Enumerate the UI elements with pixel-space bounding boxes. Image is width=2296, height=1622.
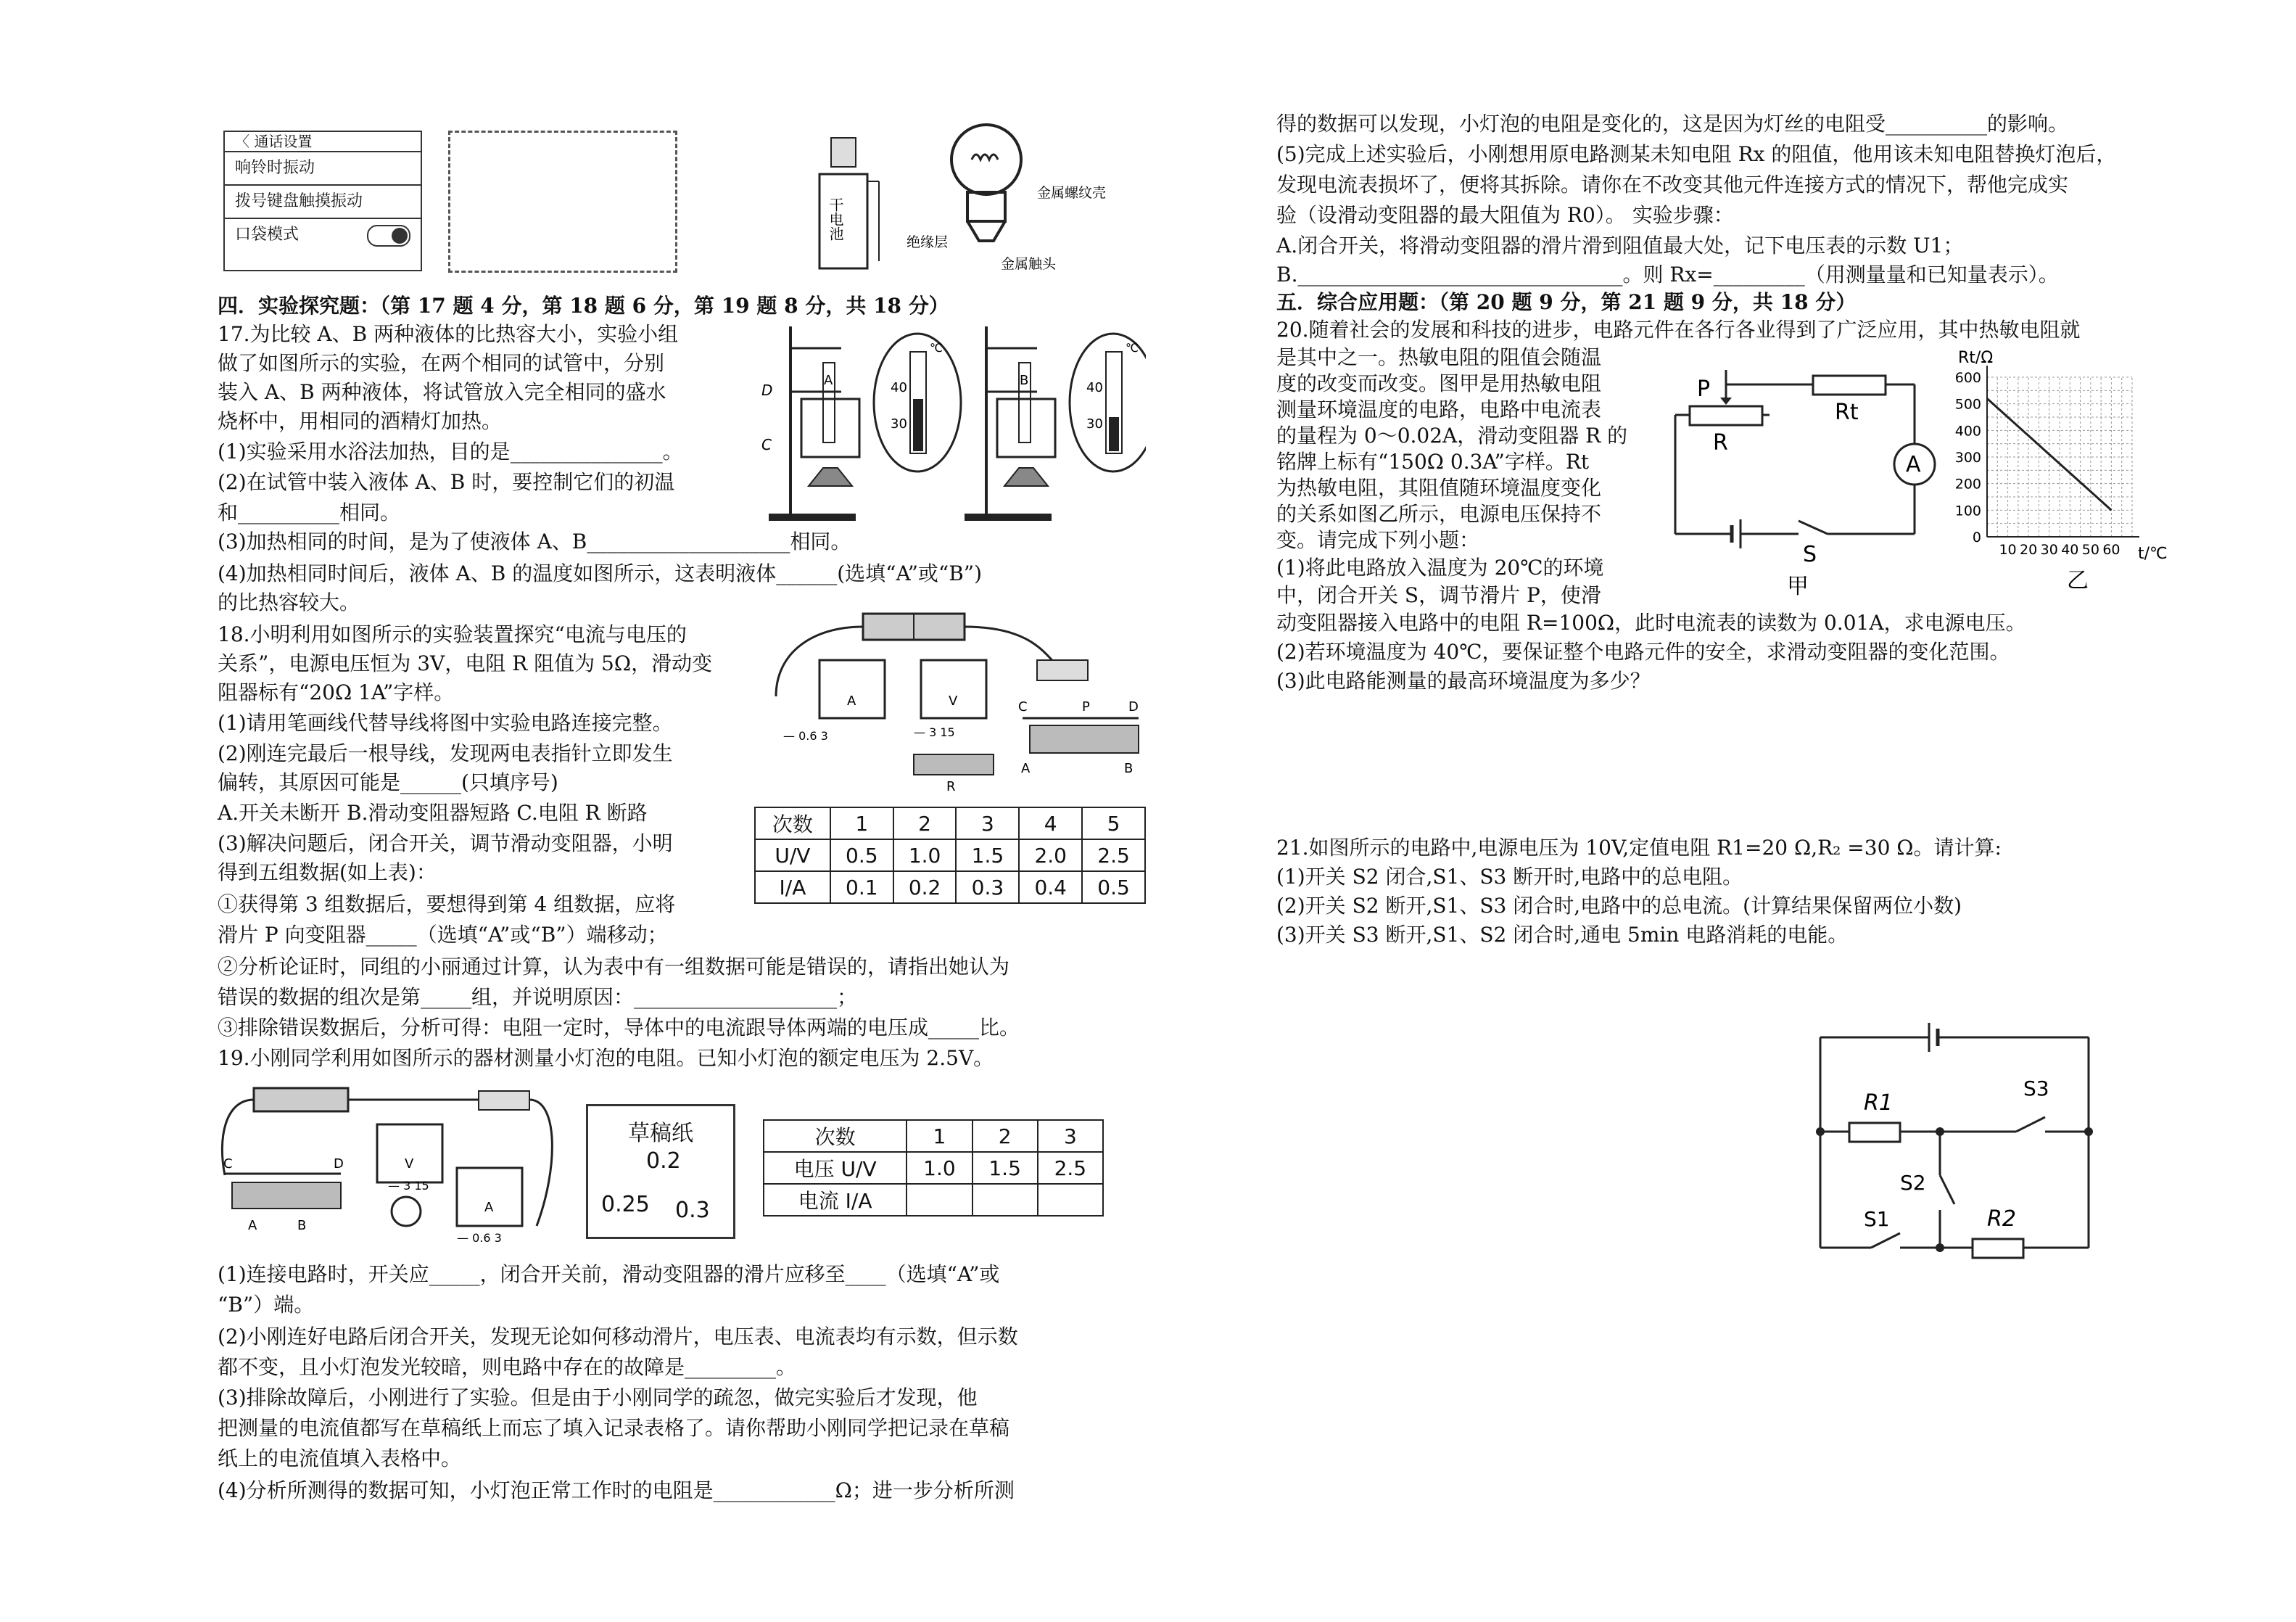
- table-header-row: [764, 1120, 1103, 1152]
- table-cell: 次数: [755, 807, 830, 839]
- draft-paper: [586, 1104, 735, 1239]
- chart-ylabel: Rt/Ω: [1958, 349, 1994, 367]
- q17-line: (4)加热相同时间后，液体 A、B 的温度如图所示，这表明液体______(选填“A”或“B”): [218, 561, 983, 585]
- svg-text:D: D: [334, 1156, 344, 1172]
- svg-text:30: 30: [1086, 416, 1103, 432]
- r1-resistor-icon: [1849, 1123, 1900, 1142]
- draft-value: 0.3: [675, 1198, 710, 1223]
- table-cell: 0.5: [1082, 871, 1145, 903]
- q18-line: 偏转，其原因可能是______(只填序号): [218, 770, 558, 794]
- table-cell: 3: [956, 807, 1019, 839]
- svg-text:S1: S1: [1864, 1207, 1890, 1231]
- q18-line: 得到五组数据(如上表)：: [218, 860, 437, 884]
- svg-text:C: C: [761, 436, 772, 453]
- chart-subfig-label: 乙: [2067, 568, 2089, 593]
- q19-continued-line: 得的数据可以发现，小灯泡的电阻是变化的，这是因为灯丝的电阻受__________的影响。: [1276, 112, 2069, 136]
- svg-text:30: 30: [891, 416, 907, 432]
- rt-series-line: [1987, 398, 2111, 510]
- table-cell: 2: [973, 1120, 1038, 1152]
- svg-text:C: C: [223, 1156, 233, 1172]
- s3-switch-icon: [2016, 1117, 2045, 1132]
- draft-title: 草稿纸: [628, 1121, 693, 1146]
- table-row: [764, 1184, 1103, 1216]
- y-tick-label: 500: [1954, 396, 1981, 413]
- q19-continued-line: (5)完成上述实验后，小刚想用原电路测某未知电阻 Rx 的阻值，他用该未知电阻替换灯泡后，: [1276, 142, 2117, 166]
- q20-line: 铭牌上标有“150Ω 0.3A”字样。Rt: [1276, 450, 1590, 474]
- q18-line: A.开关未断开 B.滑动变阻器短路 C.电阻 R 断路: [218, 801, 648, 825]
- x-tick-label: 40: [2061, 542, 2079, 558]
- svg-text:C: C: [1018, 699, 1028, 715]
- svg-text:A: A: [248, 1218, 257, 1233]
- svg-text:绝缘层: 绝缘层: [907, 234, 949, 250]
- svg-text:A: A: [847, 693, 856, 709]
- table-cell: 1.0: [907, 1152, 972, 1184]
- q21-line: (1)开关 S2 闭合,S1、S3 断开时,电路中的总电阻。: [1276, 865, 1743, 889]
- table-cell: [973, 1184, 1038, 1216]
- switch-icon: [1799, 521, 1828, 534]
- svg-text:℃: ℃: [1126, 341, 1139, 355]
- table-cell: 1.0: [893, 839, 957, 871]
- x-tick-label: 20: [2020, 542, 2038, 558]
- small-bulb-icon: [831, 138, 856, 167]
- svg-text:R: R: [946, 779, 956, 791]
- x-tick-label: 30: [2040, 542, 2058, 558]
- q19-continued-line: A.闭合开关，将滑动变阻器的滑片滑到阻值最大处，记下电压表的示数 U1；: [1276, 234, 1964, 258]
- ammeter-icon: [457, 1168, 522, 1226]
- call-settings-menu: [223, 131, 422, 271]
- menu-item-keypad-vibrate: 拨号键盘触摸振动: [225, 186, 421, 219]
- voltmeter-icon: [921, 660, 986, 718]
- q17-line: 烧杯中，用相同的酒精灯加热。: [218, 409, 503, 433]
- q19-continued-line: B.________________________________。则 Rx=_________（用测量量和已知量表示）。: [1276, 263, 2059, 287]
- y-tick-label: 300: [1954, 450, 1981, 466]
- q20-line: 变。请完成下列小题：: [1276, 528, 1480, 552]
- svg-text:B: B: [297, 1218, 307, 1233]
- svg-text:V: V: [405, 1156, 414, 1172]
- x-tick-label: 60: [2102, 542, 2121, 558]
- q19-line: (2)小刚连好电路后闭合开关，发现无论如何移动滑片，电压表、电流表均有示数，但示数: [218, 1325, 1018, 1349]
- q17-line: 做了如图所示的实验，在两个相同的试管中，分别: [218, 351, 665, 375]
- table-cell: 0.5: [830, 839, 893, 871]
- rt-resistor-icon: [1813, 376, 1886, 395]
- q19-line: 都不变，且小灯泡发光较暗，则电路中存在的故障是_________。: [218, 1355, 797, 1379]
- table-cell: 1: [907, 1120, 972, 1152]
- r2-resistor-icon: [1973, 1239, 2023, 1258]
- svg-text:— 0.6 3: — 0.6 3: [457, 1231, 502, 1245]
- rheostat-icon: [232, 1182, 341, 1209]
- q19-line: (3)排除故障后，小刚进行了实验。但是由于小刚同学的疏忽，做完实验后才发现，他: [218, 1386, 978, 1409]
- chart-xlabel: t/℃: [2138, 545, 2168, 563]
- q18-line: 关系”，电源电压恒为 3V，电阻 R 阻值为 5Ω，滑动变: [218, 651, 713, 675]
- svg-text:A: A: [1021, 761, 1031, 776]
- table-cell: 4: [1019, 807, 1082, 839]
- rheostat-icon: [1690, 406, 1762, 425]
- q17-line: 和__________相同。: [218, 501, 401, 524]
- q21-line: (2)开关 S2 断开,S1、S3 闭合时,电路中的总电流。(计算结果保留两位小数): [1276, 894, 1962, 918]
- table-cell: 2: [893, 807, 957, 839]
- svg-text:— 3 15: — 3 15: [914, 725, 955, 739]
- q18-line: (2)刚连完最后一根导线，发现两电表指针立即发生: [218, 741, 673, 765]
- q21-circuit-figure: [1806, 1008, 2110, 1262]
- q19-line: (1)连接电路时，开关应_____，闭合开关前，滑动变阻器的滑片应移至____（选填“A”或: [218, 1262, 1000, 1286]
- q20-line: 中，闭合开关 S，调节滑片 P，使滑: [1276, 583, 1601, 607]
- rheostat-icon: [1030, 725, 1139, 753]
- table-row: [755, 839, 1145, 871]
- table-cell: 0.2: [893, 871, 957, 903]
- q20-circuit-jia: [1668, 363, 1944, 602]
- bulb-icon: [951, 125, 1021, 194]
- q19-intro-line: 19.小刚同学利用如图所示的器材测量小灯泡的电阻。已知小灯泡的额定电压为 2.5V。: [218, 1046, 994, 1070]
- q19-continued-line: 发现电流表损坏了，便将其拆除。请你在不改变其他元件连接方式的情况下，帮他完成实: [1276, 173, 2069, 197]
- svg-text:金属螺纹壳: 金属螺纹壳: [1037, 185, 1107, 201]
- q19-line: 把测量的电流值都写在草稿纸上而忘了填入记录表格了。请你帮助小刚同学把记录在草稿: [218, 1416, 1010, 1440]
- table-cell: 5: [1082, 807, 1145, 839]
- q20-line: 的关系如图乙所示，电源电压保持不: [1276, 502, 1602, 526]
- menu-item-ring-vibrate: 响铃时振动: [225, 152, 421, 186]
- q18-line: (1)请用笔画线代替导线将图中实验电路连接完整。: [218, 711, 673, 735]
- svg-text:℃: ℃: [930, 341, 943, 355]
- table-cell: [907, 1184, 972, 1216]
- toggle-icon: [367, 225, 410, 247]
- ammeter-icon: [819, 660, 885, 718]
- bulb-battery-figure: [798, 116, 1117, 283]
- menu-item-pocket-mode: [225, 219, 421, 251]
- table-cell: 1.5: [956, 839, 1019, 871]
- q20-line: 动变阻器接入电路中的电阻 R=100Ω，此时电流表的读数为 0.01A，求电源电压。: [1276, 611, 2026, 635]
- q21-line: 21.如图所示的电路中,电源电压为 10V,定值电阻 R1=20 Ω,R₂ =30 Ω。请计算:: [1276, 836, 2002, 860]
- q17-line: (2)在试管中装入液体 A、B 时，要控制它们的初温: [218, 470, 675, 494]
- q20-line: 度的改变而改变。图甲是用热敏电阻: [1276, 371, 1602, 395]
- q17-line: 17.为比较 A、B 两种液体的比热容大小，实验小组: [218, 322, 679, 346]
- pocket-mode-label: 口袋模式: [235, 226, 300, 244]
- switch-icon: [479, 1091, 529, 1110]
- table-cell: 电流 I/A: [764, 1184, 907, 1216]
- table-cell: 2.5: [1082, 839, 1145, 871]
- q21-line: (3)开关 S3 断开,S1、S2 闭合时,通电 5min 电路消耗的电能。: [1276, 923, 1849, 947]
- battery-icon: [254, 1088, 348, 1111]
- q19-line: 纸上的电流值填入表格中。: [218, 1446, 462, 1470]
- q18-line: ②分析论证时，同组的小丽通过计算，认为表中有一组数据可能是错误的，请指出她认为: [218, 955, 1010, 979]
- table-header-row: [755, 807, 1145, 839]
- q20-line: (3)此电路能测量的最高环境温度为多少？: [1276, 669, 1651, 693]
- svg-text:甲: 甲: [1787, 574, 1809, 599]
- q20-line: 的量程为 0～0.02A，滑动变阻器 R 的: [1276, 424, 1628, 448]
- q20-line: 测量环境温度的电路，电路中电流表: [1276, 398, 1602, 421]
- table-cell: 次数: [764, 1120, 907, 1152]
- q18-line: 滑片 P 向变阻器_____（选填“A”或“B”）端移动；: [218, 923, 668, 947]
- q20-line: 为热敏电阻，其阻值随环境温度变化: [1276, 476, 1602, 500]
- table-cell: 0.4: [1019, 871, 1082, 903]
- svg-text:P: P: [1697, 376, 1711, 402]
- svg-text:— 0.6 3: — 0.6 3: [783, 729, 828, 743]
- svg-text:R: R: [1713, 430, 1728, 456]
- svg-text:S: S: [1803, 542, 1817, 567]
- section-5-heading: 五．综合应用题：（第 20 题 9 分，第 21 题 9 分，共 18 分）: [1276, 290, 1857, 314]
- table-cell: 电压 U/V: [764, 1152, 907, 1184]
- q18-line: 阻器标有“20Ω 1A”字样。: [218, 680, 455, 704]
- q20-line: 20.随着社会的发展和科技的进步，电路元件在各行各业得到了广泛应用，其中热敏电阻就: [1276, 318, 2081, 342]
- q18-line: 错误的数据的组次是第_____组，并说明原因：____________________；: [218, 985, 858, 1009]
- svg-text:R1: R1: [1864, 1090, 1893, 1116]
- svg-text:A: A: [484, 1200, 494, 1215]
- table-cell: 3: [1038, 1120, 1103, 1152]
- q19-data-table: [763, 1119, 1104, 1216]
- x-tick-label: 10: [1999, 542, 2017, 558]
- q19-line: (4)分析所测得的数据可知，小灯泡正常工作时的电阻是____________Ω；进一步分析所测: [218, 1478, 1015, 1502]
- table-cell: 1.5: [973, 1152, 1038, 1184]
- q17-line: 的比热容较大。: [218, 590, 360, 614]
- menu-title: 〈 通话设置: [225, 132, 421, 152]
- voltmeter-icon: [377, 1124, 442, 1182]
- section-4-heading: 四．实验探究题：（第 17 题 4 分，第 18 题 6 分，第 19 题 8 分，共 18 分）: [218, 294, 949, 318]
- water-bath-figure: [761, 319, 1146, 530]
- svg-text:B: B: [1124, 761, 1133, 776]
- table-cell: U/V: [755, 839, 830, 871]
- switch-icon: [1037, 660, 1088, 680]
- table-cell: [1038, 1184, 1103, 1216]
- svg-text:金属触头: 金属触头: [1001, 256, 1057, 272]
- lamp-icon: [392, 1197, 421, 1226]
- q18-line: ①获得第 3 组数据后，要想得到第 4 组数据，应将: [218, 892, 676, 916]
- y-tick-label: 600: [1954, 370, 1981, 386]
- svg-text:40: 40: [1086, 380, 1103, 395]
- y-tick-label: 200: [1954, 476, 1981, 493]
- table-row: [755, 871, 1145, 903]
- q17-line: 装入 A、B 两种液体，将试管放入完全相同的盛水: [218, 380, 666, 404]
- svg-text:V: V: [949, 693, 958, 709]
- q20-line: 是其中之一。热敏电阻的阻值会随温: [1276, 345, 1602, 369]
- q20-line: (1)将此电路放入温度为 20℃的环境: [1276, 556, 1604, 580]
- svg-text:— 3 15: — 3 15: [388, 1179, 429, 1193]
- svg-text:B: B: [1020, 373, 1029, 388]
- q18-line: 18.小明利用如图所示的实验装置探究“电流与电压的: [218, 622, 687, 646]
- svg-text:P: P: [1082, 699, 1090, 715]
- svg-text:R2: R2: [1987, 1206, 2016, 1232]
- q20-line: (2)若环境温度为 40℃，要保证整个电路元件的安全，求滑动变阻器的变化范围。: [1276, 640, 2010, 664]
- resistor-r-icon: [914, 754, 994, 775]
- x-tick-label: 50: [2081, 542, 2099, 558]
- table-cell: 0.3: [956, 871, 1019, 903]
- q19-circuit-figure: [218, 1081, 566, 1248]
- table-cell: 2.0: [1019, 839, 1082, 871]
- table-cell: I/A: [755, 871, 830, 903]
- svg-text:S2: S2: [1900, 1171, 1926, 1195]
- q18-data-table: [754, 807, 1146, 904]
- dashed-answer-box: [448, 131, 677, 273]
- s1-switch-icon: [1871, 1233, 1900, 1248]
- draft-value: 0.2: [646, 1148, 681, 1174]
- q17-line: (3)加热相同的时间，是为了使液体 A、B____________________相同。: [218, 530, 851, 553]
- q19-line: “B”）端。: [218, 1293, 315, 1317]
- table-cell: 2.5: [1038, 1152, 1103, 1184]
- q18-line: (3)解决问题后，闭合开关，调节滑动变阻器，小明: [218, 831, 673, 855]
- svg-text:S3: S3: [2023, 1076, 2049, 1100]
- y-tick-label: 400: [1954, 423, 1981, 440]
- battery-label: 干电池: [827, 197, 844, 241]
- table-cell: 0.1: [830, 871, 893, 903]
- svg-text:Rt: Rt: [1835, 400, 1859, 425]
- q20-graph-yi: [1944, 348, 2183, 595]
- q18-line: ③排除错误数据后，分析可得：电阻一定时，导体中的电流跟导体两端的电压成_____比。: [218, 1016, 1020, 1040]
- y-tick-label: 100: [1954, 503, 1981, 519]
- q18-circuit-figure: [769, 609, 1146, 791]
- q19-continued-line: 验（设滑动变阻器的最大阻值为 R0）。 实验步骤：: [1276, 203, 1734, 227]
- y-tick-label: 0: [1972, 530, 1981, 546]
- draft-value: 0.25: [601, 1192, 650, 1217]
- svg-text:40: 40: [891, 380, 907, 395]
- svg-text:D: D: [761, 382, 773, 399]
- svg-text:A: A: [824, 373, 833, 388]
- s2-switch-icon: [1940, 1175, 1954, 1204]
- q17-line: (1)实验采用水浴法加热，目的是_______________。: [218, 440, 683, 464]
- svg-text:A: A: [1906, 452, 1921, 477]
- svg-text:D: D: [1128, 699, 1139, 715]
- table-row: [764, 1152, 1103, 1184]
- table-cell: 1: [830, 807, 893, 839]
